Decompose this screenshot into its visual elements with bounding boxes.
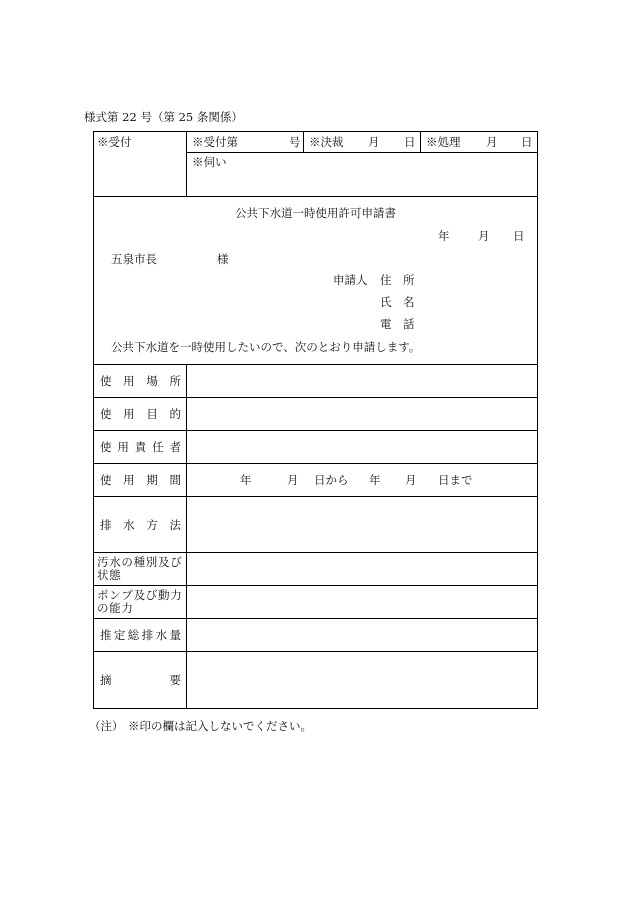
label-cell	[94, 365, 187, 397]
remarks-label: 摘 要	[100, 673, 181, 687]
address-label: 住 所	[380, 273, 415, 287]
phone-label: 電 話	[380, 317, 415, 331]
row-usage-manager	[94, 430, 537, 463]
pump-capacity-label: ポンプ及び動力の能力	[97, 587, 183, 615]
application-statement: 公共下水道を一時使用したいので、次のとおり申請します。	[111, 340, 421, 354]
row-pump-capacity	[94, 585, 537, 618]
approval-day: 日	[404, 135, 416, 149]
receipt-number-cell	[187, 132, 304, 152]
reception-label: ※受付	[97, 135, 132, 149]
period-end-month: 月	[405, 473, 417, 487]
processing-label: ※処理	[426, 135, 461, 149]
sewage-type-label: 汚水の種別及び状態	[97, 554, 183, 582]
usage-manager-value	[187, 431, 537, 463]
usage-period-label: 使 用 期 間	[100, 473, 181, 487]
addressee: 五泉市長	[111, 252, 157, 266]
label-cell	[94, 652, 187, 708]
period-start-day: 日から	[314, 473, 349, 487]
usage-purpose-value	[187, 398, 537, 430]
row-usage-period	[94, 463, 537, 496]
drainage-method-value	[187, 497, 537, 552]
usage-manager-label: 使 用 責 任 者	[100, 440, 181, 454]
sewage-type-value	[187, 553, 537, 585]
label-cell	[94, 553, 187, 585]
period-start-month: 月	[287, 473, 299, 487]
remarks-value	[187, 652, 537, 708]
form-number: 様式第 22 号（第 25 条関係）	[84, 110, 243, 124]
label-cell	[94, 619, 187, 651]
addressee-honorific: 様	[217, 252, 229, 266]
date-day: 日	[513, 229, 525, 243]
period-end-day: 日まで	[438, 473, 473, 487]
usage-location-value	[187, 365, 537, 397]
note-label: （注）	[89, 719, 124, 733]
office-use-right	[187, 132, 537, 196]
row-usage-location	[94, 364, 537, 397]
application-section	[94, 196, 537, 364]
date-month: 月	[478, 229, 490, 243]
office-use-header-row	[187, 132, 537, 153]
row-drainage-method	[94, 496, 537, 552]
reception-cell	[94, 132, 187, 196]
estimated-discharge-value	[187, 619, 537, 651]
usage-purpose-label: 使 用 目 的	[100, 407, 181, 421]
period-end-year: 年	[369, 473, 381, 487]
applicant-label: 申請人	[333, 273, 368, 287]
row-sewage-type	[94, 552, 537, 585]
period-start-year: 年	[240, 473, 252, 487]
processing-day: 日	[521, 135, 533, 149]
inquiry-cell	[187, 153, 537, 196]
application-form-table	[93, 131, 538, 709]
label-cell	[94, 431, 187, 463]
pump-capacity-value	[187, 586, 537, 618]
estimated-discharge-label: 推定総排水量	[100, 628, 181, 642]
row-estimated-discharge	[94, 618, 537, 651]
usage-location-label: 使 用 場 所	[100, 374, 181, 388]
label-cell	[94, 586, 187, 618]
receipt-number-suffix: 号	[289, 135, 301, 149]
usage-period-value	[187, 464, 537, 496]
row-usage-purpose	[94, 397, 537, 430]
label-cell	[94, 398, 187, 430]
note-text: ※印の欄は記入しないでください。	[128, 719, 312, 733]
row-remarks	[94, 651, 537, 708]
approval-month: 月	[368, 135, 380, 149]
processing-month: 月	[486, 135, 498, 149]
receipt-number-label: ※受付第	[192, 135, 238, 149]
label-cell	[94, 497, 187, 552]
approval-label: ※決裁	[309, 135, 344, 149]
processing-cell	[421, 132, 537, 152]
drainage-method-label: 排 水 方 法	[100, 517, 181, 532]
form-title: 公共下水道一時使用許可申請書	[235, 206, 396, 220]
approval-cell	[304, 132, 421, 152]
label-cell	[94, 464, 187, 496]
office-use-section	[94, 132, 537, 196]
name-label: 氏 名	[380, 295, 415, 309]
inquiry-label: ※伺い	[192, 155, 227, 169]
date-year: 年	[438, 229, 450, 243]
